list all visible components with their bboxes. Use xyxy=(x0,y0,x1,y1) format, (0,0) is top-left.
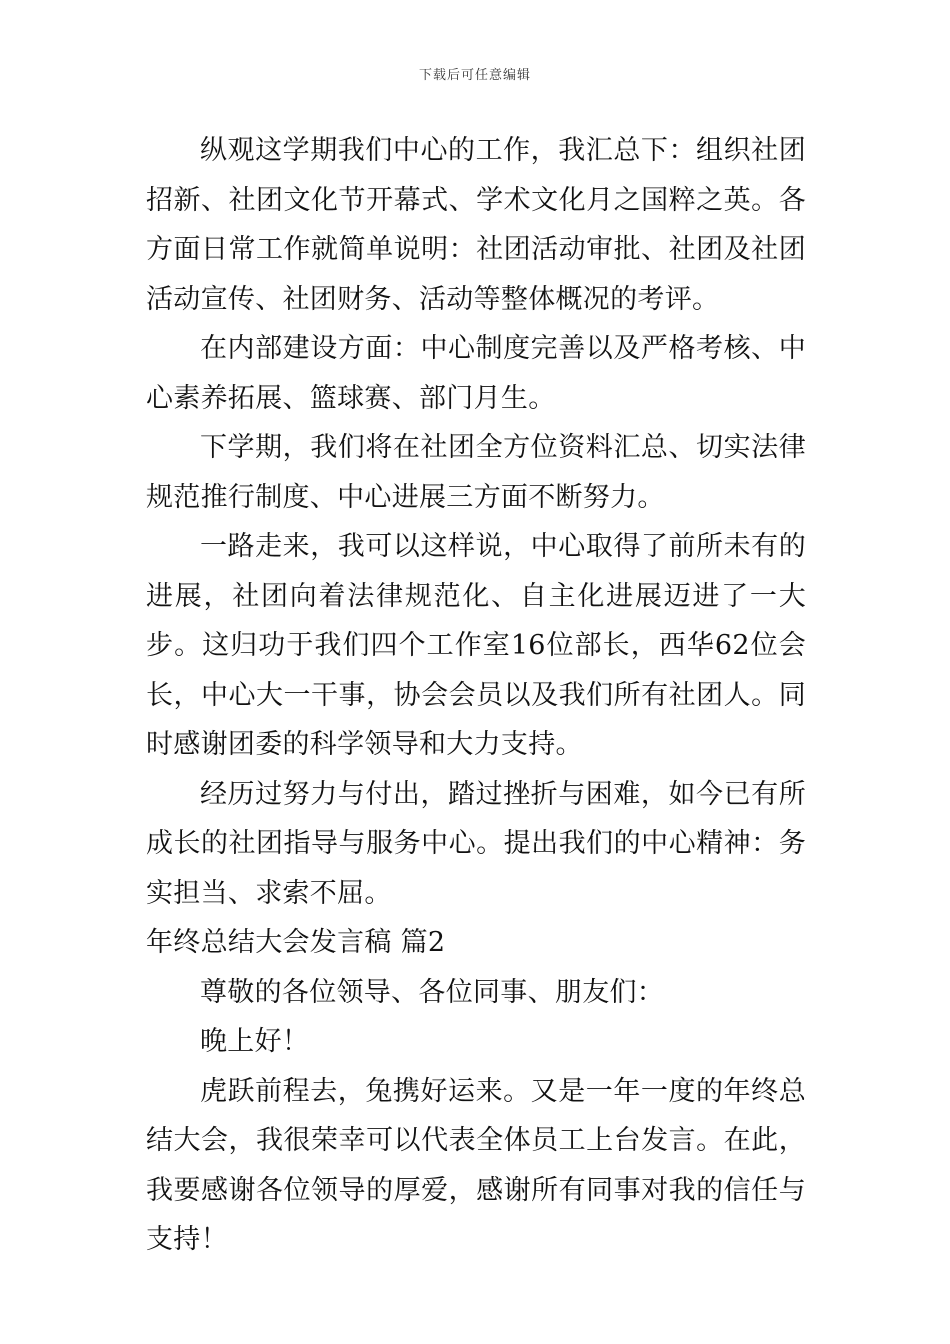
header-note: 下载后可任意编辑 xyxy=(418,68,531,83)
paragraph-internal-building: 在内部建设方面：中心制度完善以及严格考核、中心素养拓展、篮球赛、部门月生。 xyxy=(146,333,806,414)
section-title: 年终总结大会发言稿 篇2 xyxy=(146,927,446,958)
paragraph-speech-opening: 虎跃前程去，兔携好运来。又是一年一度的年终总结大会，我很荣幸可以代表全体员工上台发言。在此，我要感谢各位领导的厚爱，感谢所有同事对我的信任与支持！ xyxy=(146,1075,806,1255)
evening-greeting: 晚上好！ xyxy=(200,1026,310,1057)
paragraph-progress: 一路走来，我可以这样说，中心取得了前所未有的进展，社团向着法律规范化、自主化进展迈进了一大步。这归功于我们四个工作室16位部长，西华62位会长，中心大一干事，协会会员以及我们所有社团人。同时感谢团委的科学领导和大力支持。 xyxy=(146,531,806,760)
paragraph-summary: 纵观这学期我们中心的工作，我汇总下：组织社团招新、社团文化节开幕式、学术文化月之国粹之英。各方面日常工作就简单说明：社团活动审批、社团及社团活动宣传、社团财务、活动等整体概况的考评。 xyxy=(146,135,806,315)
paragraph-spirit: 经历过努力与付出，踏过挫折与困难，如今已有所成长的社团指导与服务中心。提出我们的中心精神：务实担当、求索不屈。 xyxy=(146,778,806,909)
paragraph-next-semester: 下学期，我们将在社团全方位资料汇总、切实法律规范推行制度、中心进展三方面不断努力。 xyxy=(146,432,806,513)
greeting-line: 尊敬的各位领导、各位同事、朋友们： xyxy=(200,976,665,1008)
document-body xyxy=(146,126,806,1265)
